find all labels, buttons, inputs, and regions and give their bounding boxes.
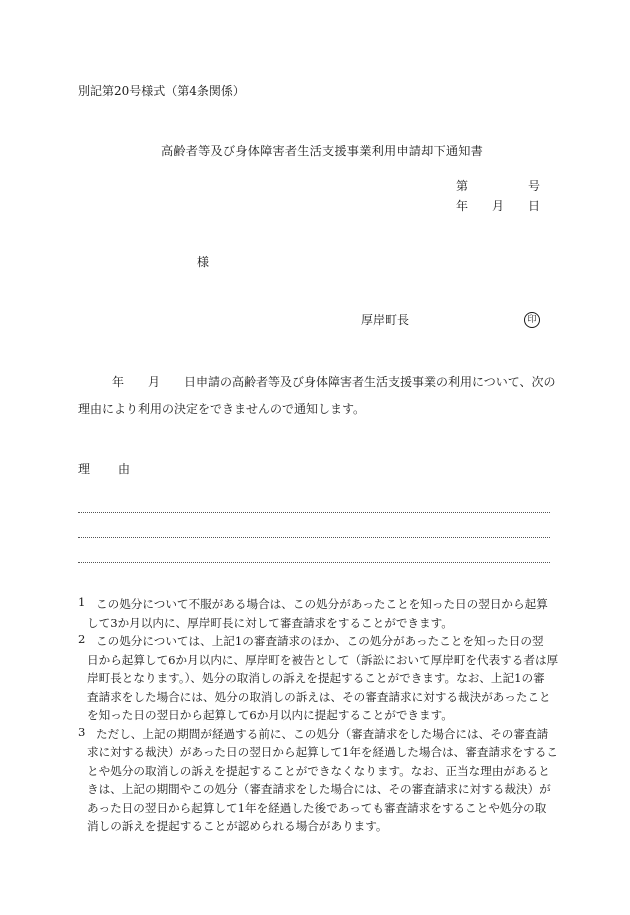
note-line: 求に対する裁決）があった日の翌日から起算して1年を経過した場合は、審査請求をするこ bbox=[87, 745, 559, 759]
notes-section bbox=[78, 595, 559, 836]
note-number: 2 bbox=[78, 632, 86, 646]
seal-mark: 印 bbox=[524, 312, 540, 328]
note-line: 消しの訴えを提起することが認められる場合があります。 bbox=[87, 819, 388, 833]
note-line: して3か月以内に、厚岸町長に対して審査請求をすることができます。 bbox=[87, 615, 453, 630]
body-year: 年 bbox=[112, 375, 125, 389]
note-item bbox=[78, 632, 559, 725]
note-line: を知った日の翌日から起算して6か月以内に提起することができます。 bbox=[87, 708, 453, 722]
note-number: 1 bbox=[78, 595, 86, 609]
note-line: 日から起算して6か月以内に、厚岸町を被告として（訴訟において厚岸町を代表する者は厚 bbox=[87, 652, 559, 667]
date-year: 年 bbox=[456, 199, 469, 213]
number-suffix: 号 bbox=[528, 179, 541, 193]
note-line: とや処分の取消しの訴えを提起することができなくなります。なお、正当な理由があると bbox=[87, 763, 550, 778]
reason-label: 理 由 bbox=[78, 462, 139, 476]
reason-dotted-line-1 bbox=[78, 512, 550, 513]
body-text-line-1 bbox=[112, 376, 556, 388]
note-line: 査請求をした場合には、処分の取消しの訴えは、その審査請求に対する裁決があったこと bbox=[87, 689, 551, 704]
note-item bbox=[78, 724, 559, 836]
date-day: 日 bbox=[528, 199, 541, 213]
note-line: ただし、上記の期間が経過する前に、この処分（審査請求をした場合には、その審査請 bbox=[96, 726, 549, 741]
addressee-suffix: 様 bbox=[197, 255, 210, 269]
body-rest: 日申請の高齢者等及び身体障害者生活支援事業の利用について、次の bbox=[184, 375, 556, 389]
body-text-line-2: 理由により利用の決定をできませんので通知します。 bbox=[78, 402, 366, 416]
note-number: 3 bbox=[78, 724, 86, 739]
note-line: この処分について不服がある場合は、この処分があったことを知った日の翌日から起算 bbox=[96, 597, 548, 611]
note-line: 岸町長となります。）、処分の取消しの訴えを提起することができます。なお、上記1の審 bbox=[87, 671, 545, 685]
note-item bbox=[78, 595, 553, 632]
note-line: あった日の翌日から起算して1年を経過した後であっても審査請求をすることや処分の取 bbox=[87, 800, 547, 815]
note-line: きは、上記の期間やこの処分（審査請求をした場合には、その審査請求に対する裁決）が bbox=[87, 782, 551, 796]
date-month: 月 bbox=[492, 199, 505, 213]
form-number: 別記第20号様式（第4条関係） bbox=[78, 84, 245, 98]
issuer-name: 厚岸町長 bbox=[361, 313, 410, 327]
body-month: 月 bbox=[148, 375, 161, 389]
note-line: この処分については、上記1の審査請求のほか、この処分があったことを知った日の翌 bbox=[96, 634, 544, 648]
document-title: 高齢者等及び身体障害者生活支援事業利用申請却下通知書 bbox=[161, 144, 484, 158]
reason-dotted-line-3 bbox=[78, 562, 550, 563]
number-prefix: 第 bbox=[456, 179, 469, 193]
reason-dotted-line-2 bbox=[78, 537, 550, 538]
